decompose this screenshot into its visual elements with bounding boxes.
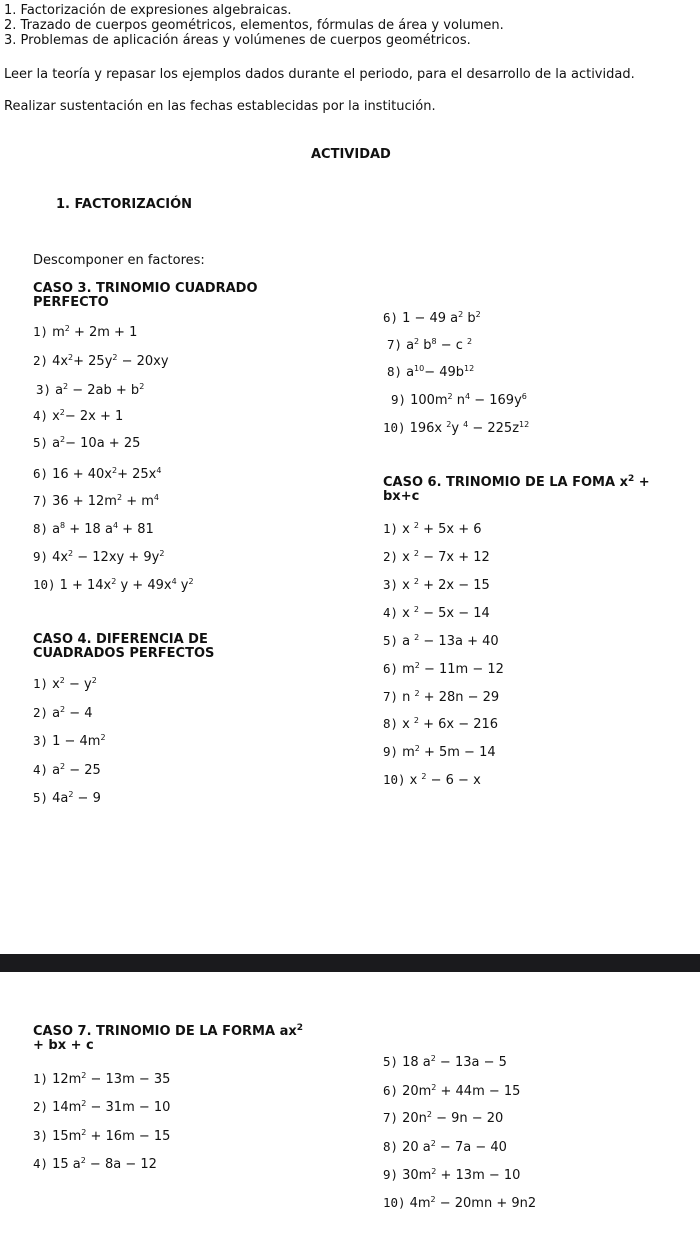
exercise-expression: $4m^2 - 20mn + 9n2$ [409,1195,537,1211]
exercise-expression: $14m^2 - 31m - 10$ [52,1099,171,1115]
exercise-expression: $15m^2 + 16m - 15$ [52,1128,171,1144]
exercise-item [33,1071,170,1087]
exercise-expression: $a^2$ $b^8 - c$ $^2$ [406,337,473,353]
exercise-expression: x $^2$ + 6x − 216 [402,716,499,732]
exercise-expression: x $^2$ − 6 − x [409,772,481,788]
exercise-expression: $100m^2$ $n^4 - 169y^6$ [410,392,527,408]
exercise-expression: $12m^2 - 13m - 35$ [52,1071,171,1087]
exercise-item [383,689,499,705]
exercise-number: 9) [383,744,399,759]
case3-title-line2: PERFECTO [33,295,109,310]
exercise-item [383,605,490,621]
case4-title-line1: CASO 4. DIFERENCIA DE [33,632,208,647]
case6-title [383,476,650,504]
exercise-number: 6) [383,661,399,676]
exercise-expression: a $^2$ − 13a + 40 [402,633,499,649]
exercise-item [383,549,490,565]
case7-title-line1: CASO 7. TRINOMIO DE LA FORMA $ax^2$ [33,1023,304,1039]
exercise-expression: $4a^2 - 9$ [52,790,101,806]
exercise-expression: x $^2$ + 2x − 15 [402,577,490,593]
case6-title-line2: bx+c [383,489,420,504]
case4-title [33,633,214,661]
exercise-number: 8) [33,521,49,536]
exercise-item [383,577,490,593]
exercise-expression: $30m^2 + 13m - 10$ [402,1167,521,1183]
exercise-item [33,466,161,482]
instructions-line-2: Realizar sustentación en las fechas establecidas por la institución. [4,99,436,114]
exercise-item [33,705,93,721]
topic-3: 3. Problemas de aplicación áreas y volúmenes de cuerpos geométricos. [4,33,471,48]
instructions-line-1: Leer la teoría y repasar los ejemplos dados durante el periodo, para el desarrollo de la actividad. [4,67,635,82]
exercise-expression: $x^2- 2x + 1$ [52,408,124,424]
exercise-expression: x $^2$ + 5x + 6 [402,521,482,537]
exercise-expression: n $^2$ + 28n − 29 [402,689,500,705]
exercise-item [383,310,481,326]
exercise-expression: 1 − 49 $a^2$ $b^2$ [402,310,481,326]
exercise-number: 3) [33,733,49,748]
exercise-number: 4) [33,1156,49,1171]
exercise-number: 10) [383,1195,406,1210]
exercise-expression: $a^8 + 18$ $a^4 + 81$ [52,521,154,537]
exercise-item [383,633,499,649]
exercise-expression: 20 $a^2 - 7a - 40$ [402,1139,507,1155]
exercise-expression: $36 + 12m^2 + m^4$ [52,493,159,509]
exercise-item [383,1139,507,1155]
exercise-item [383,1195,536,1211]
exercise-item [33,549,164,565]
exercise-number: 10) [383,772,406,787]
case4-title-line2: CUADRADOS PERFECTOS [33,646,215,661]
prompt-text: Descomponer en factores: [33,253,205,268]
exercise-number: 8) [383,1139,399,1154]
exercise-number: 5) [383,633,399,648]
exercise-item [33,493,159,509]
exercise-number: 7) [383,689,399,704]
exercise-expression: x $^2$ − 5x − 14 [402,605,490,621]
exercise-number: 6) [383,1083,399,1098]
exercise-expression: $a^2 - 25$ [52,762,101,778]
exercise-expression: $4x^2+ 25y^2 - 20xy$ [52,353,169,369]
exercise-item [33,577,194,593]
exercise-expression: $16 + 40x^2+ 25x^4$ [52,466,162,482]
exercise-expression: $4x^2 - 12xy + 9y^2$ [52,549,165,565]
exercise-item [387,337,472,353]
exercise-number: 3) [33,1128,49,1143]
exercise-item [33,762,101,778]
case6-title-line1: CASO 6. TRINOMIO DE LA FOMA $x^2$ + [383,474,650,490]
exercise-expression: 196x $^2$y $^4 - 225z^{12}$ [409,420,530,436]
exercise-number: 1) [33,324,49,339]
exercise-number: 1) [33,1071,49,1086]
exercise-expression: $a^2 - 2ab + b^2$ [55,382,145,398]
exercise-item [383,772,481,788]
exercise-number: 4) [33,762,49,777]
exercise-number: 2) [33,1099,49,1114]
exercise-item [387,364,474,380]
exercise-number: 6) [383,310,399,325]
exercise-number: 9) [33,549,49,564]
exercise-number: 8) [383,716,399,731]
exercise-expression: $a^2- 10a + 25$ [52,435,141,451]
exercise-item [383,521,482,537]
case7-title-line2: + bx + c [33,1038,94,1053]
exercise-expression: 18 $a^2 - 13a - 5$ [402,1054,507,1070]
exercise-number: 9) [383,1167,399,1182]
exercise-item [391,392,527,408]
exercise-item [36,382,144,398]
exercise-number: 7) [383,1110,399,1125]
exercise-number: 7) [33,493,49,508]
exercise-number: 6) [33,466,49,481]
exercise-number: 4) [33,408,49,423]
exercise-number: 3) [383,577,399,592]
exercise-item [33,733,106,749]
exercise-item [383,716,498,732]
topic-1: 1. Factorización de expresiones algebraicas. [4,3,292,18]
exercise-number: 5) [383,1054,399,1069]
exercise-item [383,1110,503,1126]
section-title: 1. FACTORIZACIÓN [56,197,193,212]
exercise-item [33,1156,157,1172]
exercise-expression: $a^{10}- 49b^{12}$ [406,364,475,380]
exercise-expression: $x^2 - y^2$ [52,676,97,692]
exercise-expression: $1 - 4m^2$ [52,733,106,749]
exercise-number: 10) [33,577,56,592]
exercise-item [33,676,97,692]
exercise-item [383,1083,520,1099]
exercise-expression: $1 + 14x^2$ $y + 49x^4$ $y^2$ [59,577,194,593]
exercise-expression: $m^2 + 2m + 1$ [52,324,138,340]
exercise-number: 4) [383,605,399,620]
exercise-item [33,353,169,369]
activity-title: ACTIVIDAD [311,147,391,162]
exercise-item [383,661,504,677]
exercise-item [33,408,123,424]
case3-title [33,282,258,310]
exercise-number: 7) [387,337,403,352]
exercise-item [33,521,154,537]
exercise-number: 1) [383,521,399,536]
exercise-number: 2) [33,353,49,368]
exercise-item [383,744,496,760]
exercise-expression: x $^2$ − 7x + 12 [402,549,490,565]
exercise-item [33,1099,170,1115]
exercise-number: 1) [33,676,49,691]
exercise-item [33,1128,170,1144]
exercise-item [383,1167,520,1183]
exercise-expression: $m^2 - 11m - 12$ [402,661,504,677]
exercise-expression: 15 $a^2 - 8a - 12$ [52,1156,157,1172]
exercise-number: 3) [36,382,52,397]
page-divider [0,954,700,972]
exercise-number: 5) [33,435,49,450]
exercise-number: 2) [33,705,49,720]
exercise-expression: $20n^2 - 9n - 20$ [402,1110,504,1126]
exercise-expression: $20m^2 + 44m - 15$ [402,1083,521,1099]
case7-title [33,1025,303,1053]
exercise-number: 10) [383,420,406,435]
exercise-number: 8) [387,364,403,379]
exercise-item [383,1054,507,1070]
exercise-number: 9) [391,392,407,407]
case3-title-line1: CASO 3. TRINOMIO CUADRADO [33,281,258,296]
exercise-item [33,435,140,451]
exercise-item [33,790,101,806]
exercise-number: 2) [383,549,399,564]
exercise-expression: $m^2 + 5m - 14$ [402,744,496,760]
topic-2: 2. Trazado de cuerpos geométricos, elementos, fórmulas de área y volumen. [4,18,504,33]
exercise-item [383,420,529,436]
exercise-expression: $a^2 - 4$ [52,705,93,721]
exercise-number: 5) [33,790,49,805]
exercise-item [33,324,137,340]
